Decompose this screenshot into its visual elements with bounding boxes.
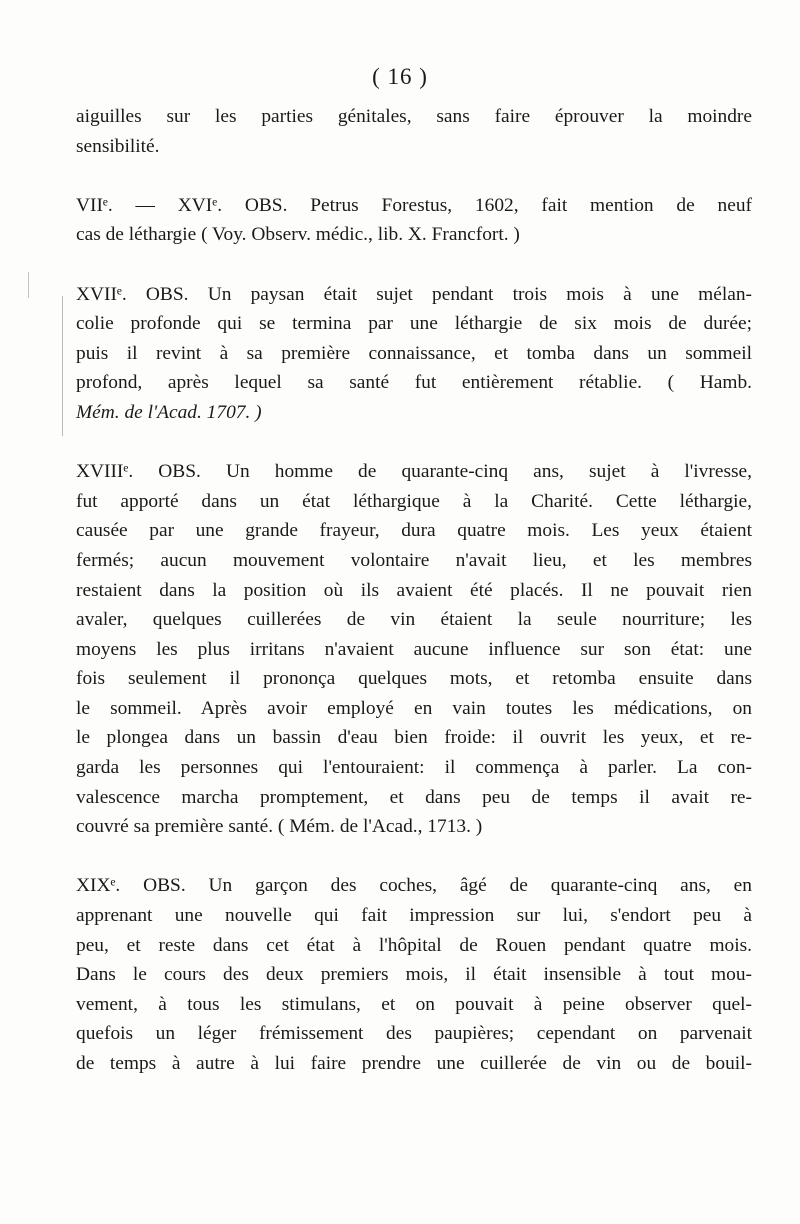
text-line: peu, et reste dans cet état à l'hôpital de Rouen pendant quatre mois.	[76, 934, 752, 956]
text-line: valescence marcha promptement, et dans peu de temps il avait re-	[76, 786, 752, 808]
margin-pencil-mark	[28, 272, 29, 298]
text-line: sensibilité.	[76, 135, 160, 157]
text-line: XIXᵉ. OBS. Un garçon des coches, âgé de quarante-cinq ans, en	[76, 875, 752, 897]
text-line: vement, à tous les stimulans, et on pouvait à peine observer quel-	[76, 993, 752, 1015]
page-number: ( 16 )	[372, 64, 428, 89]
text-line: colie profonde qui se termina par une léthargie de six mois de durée;	[76, 313, 752, 335]
text-line: XVIIᵉ. OBS. Un paysan était sujet pendant trois mois à une mélan-	[76, 283, 752, 305]
paragraph-obs-7-16	[76, 191, 752, 250]
text-line: le plongea dans un bassin d'eau bien froide: il ouvrit les yeux, et re-	[76, 727, 752, 749]
text-line: Dans le cours des deux premiers mois, il était insensible à tout mou-	[76, 964, 752, 986]
text-line: le sommeil. Après avoir employé en vain toutes les médications, on	[76, 697, 752, 719]
text-line: puis il revint à sa première connaissance, et tomba dans un sommeil	[76, 342, 752, 364]
paragraph-obs-19	[76, 871, 752, 1078]
text-line: fut apporté dans un état léthargique à la Charité. Cette léthargie,	[76, 490, 752, 512]
body-text	[76, 102, 752, 1079]
paragraph-continuation	[76, 102, 752, 161]
text-line: fermés; aucun mouvement volontaire n'avait lieu, et les membres	[76, 549, 752, 571]
text-line: garda les personnes qui l'entouraient: il commença à parler. La con-	[76, 757, 752, 779]
text-line: couvré sa première santé. ( Mém. de l'Acad., 1713. )	[76, 816, 483, 838]
text-line: fois seulement il prononça quelques mots, et retomba ensuite dans	[76, 668, 752, 690]
text-line: XVIIIᵉ. OBS. Un homme de quarante-cinq ans, sujet à l'ivresse,	[76, 461, 752, 483]
text-line: quefois un léger frémissement des paupières; cependant on parvenait	[76, 1023, 752, 1045]
text-line: Mém. de l'Acad. 1707. )	[76, 401, 262, 423]
text-line: apprenant une nouvelle qui fait impression sur lui, s'endort peu à	[76, 905, 752, 927]
text-line: moyens les plus irritans n'avaient aucune influence sur son état: une	[76, 638, 752, 660]
text-line: profond, après lequel sa santé fut entièrement rétablie. ( Hamb.	[76, 372, 752, 394]
text-line: restaient dans la position où ils avaient été placés. Il ne pouvait rien	[76, 579, 752, 601]
text-line: cas de léthargie ( Voy. Observ. médic., lib. X. Francfort. )	[76, 224, 520, 246]
paragraph-obs-17	[76, 280, 752, 428]
text-line: VIIᵉ. — XVIᵉ. OBS. Petrus Forestus, 1602, fait mention de neuf	[76, 194, 752, 216]
text-line: causée par une grande frayeur, dura quatre mois. Les yeux étaient	[76, 520, 752, 542]
text-line: aiguilles sur les parties génitales, sans faire éprouver la moindre	[76, 106, 752, 127]
paragraph-obs-18	[76, 457, 752, 842]
margin-pencil-line	[62, 296, 63, 436]
text-line: avaler, quelques cuillerées de vin étaient la seule nourriture; les	[76, 609, 752, 631]
text-line: de temps à autre à lui faire prendre une cuillerée de vin ou de bouil-	[76, 1053, 752, 1074]
